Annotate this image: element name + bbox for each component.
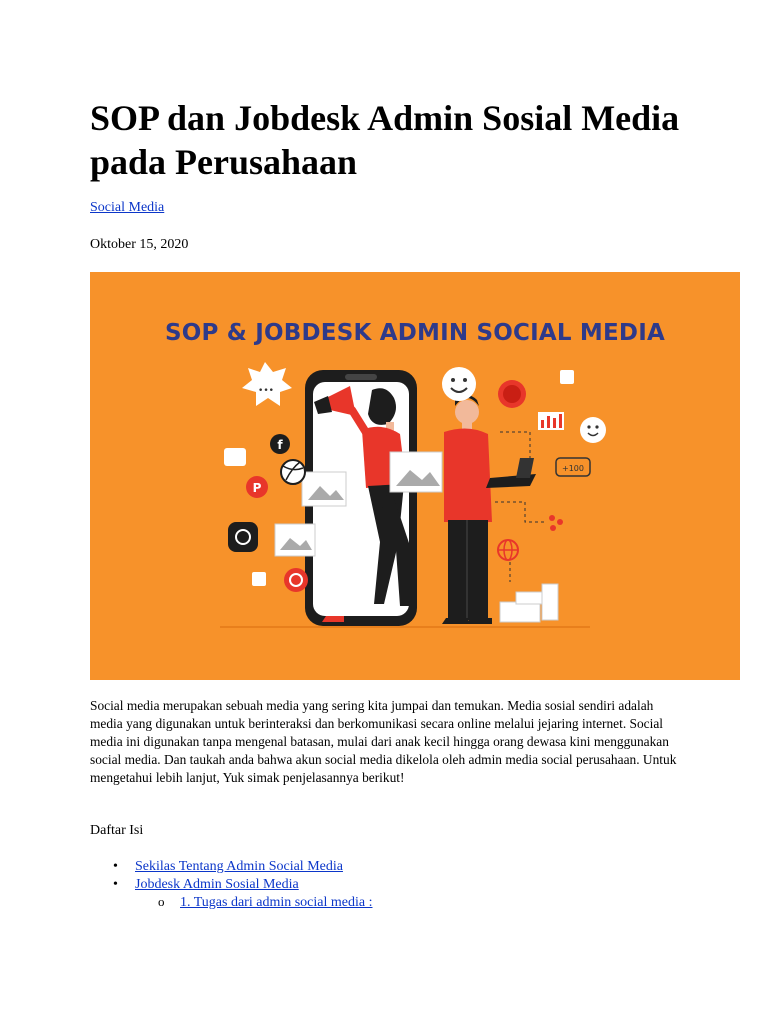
svg-text:•••: ••• [258,386,274,396]
toc-item [90,858,372,876]
thumbs-up-icon [560,370,574,384]
whatsapp-icon [284,568,308,592]
picture-frame-icon [302,472,346,506]
toc-subitem [90,894,372,912]
toc-link-sekilas[interactable]: Sekilas Tentang Admin Social Media [135,859,343,874]
smiley-icon [442,367,476,401]
picture-frame-icon [275,524,315,556]
hero-image [90,272,740,680]
facebook-icon [270,434,290,454]
toc-heading: Daftar Isi [90,823,144,838]
documents-stack [500,584,558,622]
pinterest-icon [246,476,268,498]
intro-paragraph: Social media merupakan sebuah media yang sering kita jumpai dan temukan. Media sosial sendiri adalah media yang digunakan untuk berinteraksi dan berkomunikasi secara online melalui jejaring internet. Social media ini digunakan tanpa mengenal batasan, mulai dari anak kecil hingga orang dewasa kini menggunakan social media. Dan taukah anda bahwa akun social media dikelola oleh admin media social perusahaan. Untuk mengetahui lebih lanjut, Yuk simak penjelasannya berikut! [90,698,677,785]
globe-icon [498,540,518,560]
share-icon [549,515,563,531]
toc-link-jobdesk[interactable]: Jobdesk Admin Sosial Media [135,877,299,892]
svg-text:P: P [252,481,262,495]
category-link[interactable]: Social Media [90,200,165,215]
toc-item [90,876,372,894]
man-laptop-illustration [442,395,536,624]
smiley-icon [580,417,606,443]
thumbs-up-icon [252,572,266,586]
thumbs-up-icon [224,448,246,466]
picture-frame-icon [390,452,442,492]
publish-date: Oktober 15, 2020 [90,237,189,252]
like-counter-icon [556,458,590,476]
bar-chart-icon [538,412,564,430]
hero-banner-title: SOP & JOBDESK ADMIN SOCIAL MEDIA [165,320,665,346]
instagram-icon [228,522,258,552]
speech-bubble-icon [242,362,292,406]
svg-text:+100: +100 [562,464,584,473]
record-icon [498,380,526,408]
article-title: SOP dan Jobdesk Admin Sosial Media pada Perusahaan [90,98,680,182]
toc-link-tugas[interactable]: 1. Tugas dari admin social media : [180,895,373,910]
dribbble-icon [281,460,305,484]
svg-text:f: f [277,438,283,452]
table-of-contents [90,858,372,912]
